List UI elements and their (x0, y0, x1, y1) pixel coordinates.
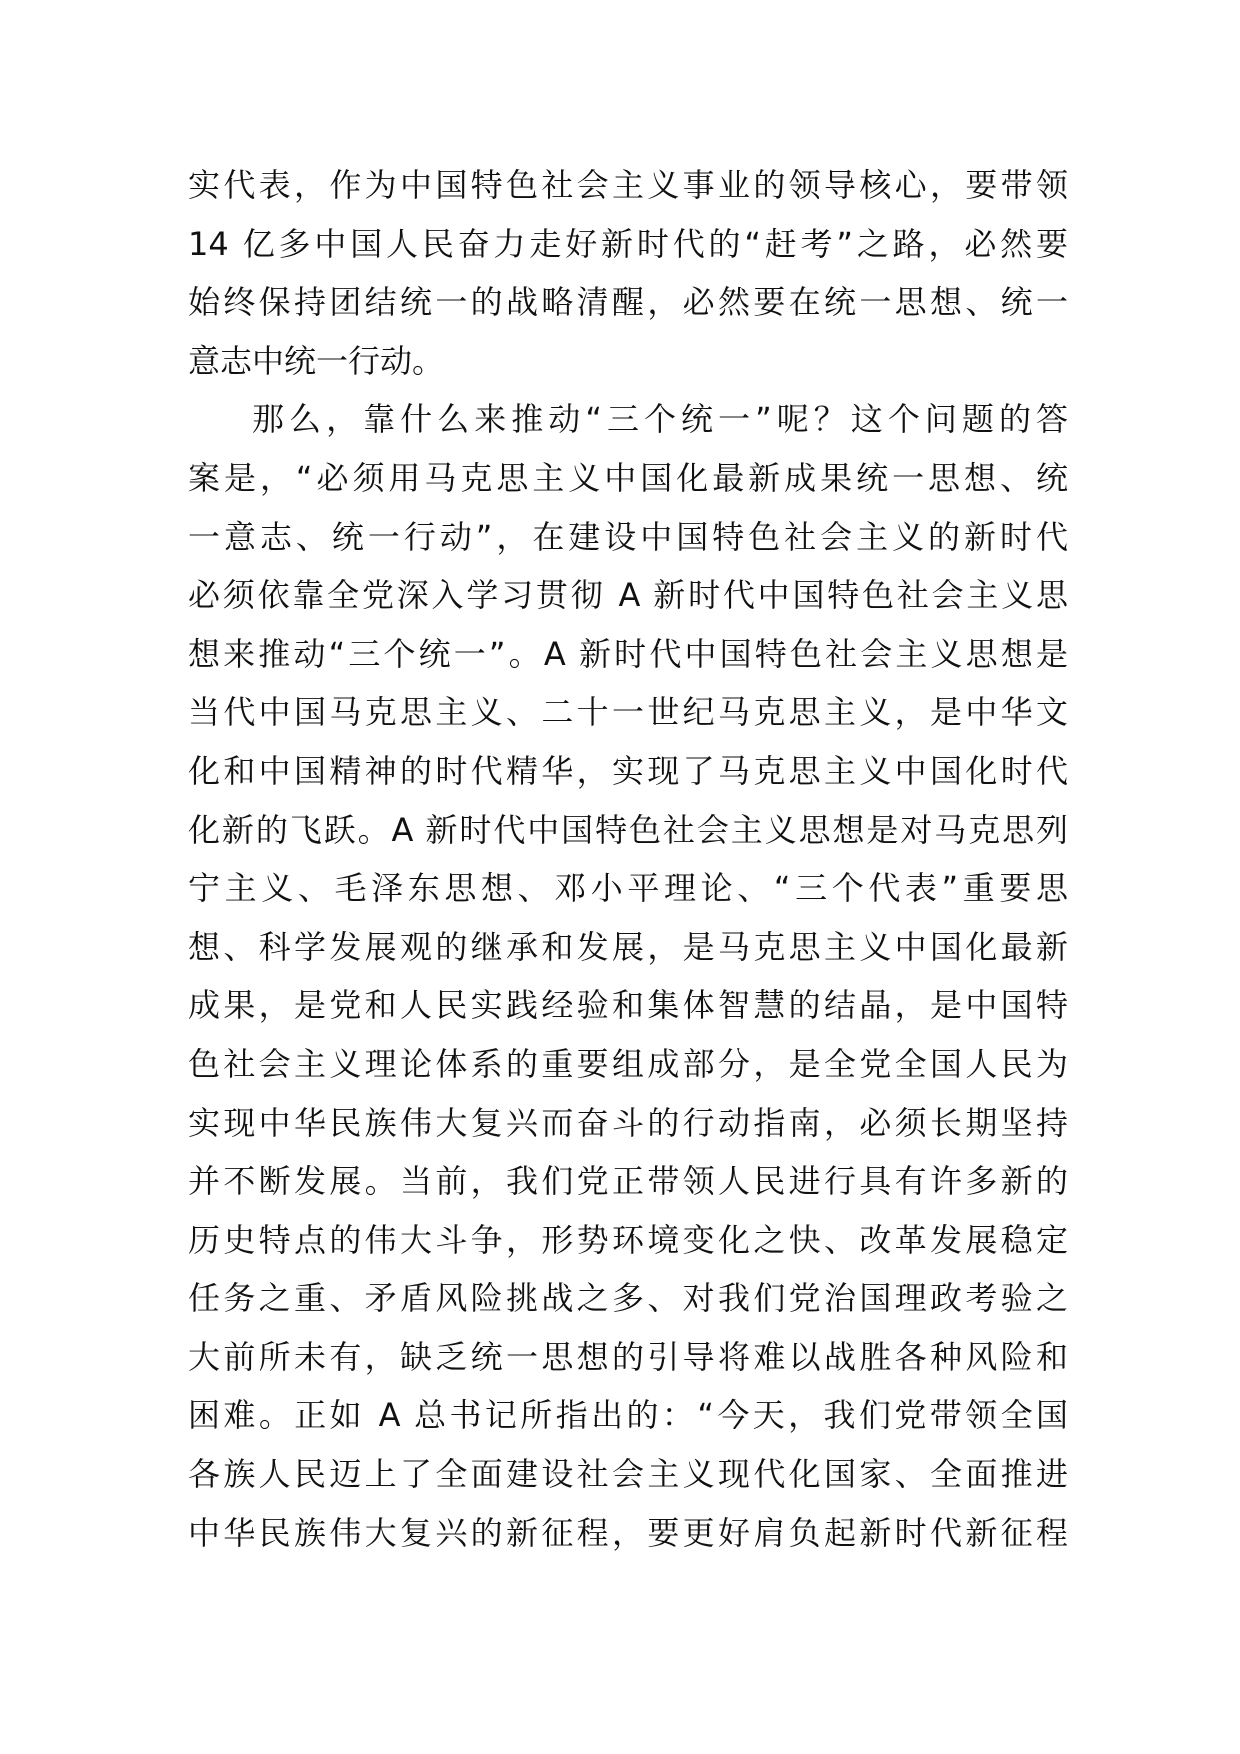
text-line: 中华民族伟大复兴的新征程，要更好肩负起新时代新征程 (188, 1513, 1068, 1552)
text-line: 宁主义、毛泽东思想、邓小平理论、“三个代表”重要思 (188, 869, 1068, 908)
text-line: 大前所未有，缺乏统一思想的引导将难以战胜各种风险和 (188, 1337, 1068, 1376)
text-line: 始终保持团结统一的战略清醒，必然要在统一思想、统一 (188, 283, 1068, 322)
text-line: 历史特点的伟大斗争，形势环境变化之快、改革发展稳定 (188, 1220, 1068, 1259)
text-line: 成果，是党和人民实践经验和集体智慧的结晶，是中国特 (188, 986, 1068, 1025)
text-line: 化和中国精神的时代精华，实现了马克思主义中国化时代 (188, 751, 1068, 790)
text-line: 当代中国马克思主义、二十一世纪马克思主义，是中华文 (188, 693, 1068, 732)
text-line: 色社会主义理论体系的重要组成部分，是全党全国人民为 (188, 1044, 1068, 1083)
text-line: 那么，靠什么来推动“三个统一”呢？这个问题的答 (252, 400, 1068, 439)
text-line: 必须依靠全党深入学习贯彻 A 新时代中国特色社会主义思 (188, 576, 1068, 615)
paragraph-1 (188, 156, 1068, 390)
text-line: 案是，“必须用马克思主义中国化最新成果统一思想、统 (188, 458, 1068, 497)
text-line: 想来推动“三个统一”。A 新时代中国特色社会主义思想是 (188, 634, 1068, 673)
paragraph-2 (188, 390, 1068, 1562)
text-line: 并不断发展。当前，我们党正带领人民进行具有许多新的 (188, 1162, 1068, 1201)
text-line: 困难。正如 A 总书记所指出的：“今天，我们党带领全国 (188, 1396, 1068, 1435)
text-line: 意志中统一行动。 (188, 341, 445, 380)
text-line: 任务之重、矛盾风险挑战之多、对我们党治国理政考验之 (188, 1279, 1068, 1318)
text-line: 实现中华民族伟大复兴而奋斗的行动指南，必须长期坚持 (188, 1103, 1068, 1142)
body-text (188, 156, 1068, 1562)
text-line: 各族人民迈上了全面建设社会主义现代化国家、全面推进 (188, 1455, 1068, 1494)
text-line: 14 亿多中国人民奋力走好新时代的“赶考”之路，必然要 (188, 224, 1068, 263)
text-line: 一意志、统一行动”，在建设中国特色社会主义的新时代 (188, 517, 1068, 556)
text-line: 化新的飞跃。A 新时代中国特色社会主义思想是对马克思列 (188, 810, 1068, 849)
text-line: 实代表，作为中国特色社会主义事业的领导核心，要带领 (188, 166, 1068, 204)
text-line: 想、科学发展观的继承和发展，是马克思主义中国化最新 (188, 927, 1068, 966)
